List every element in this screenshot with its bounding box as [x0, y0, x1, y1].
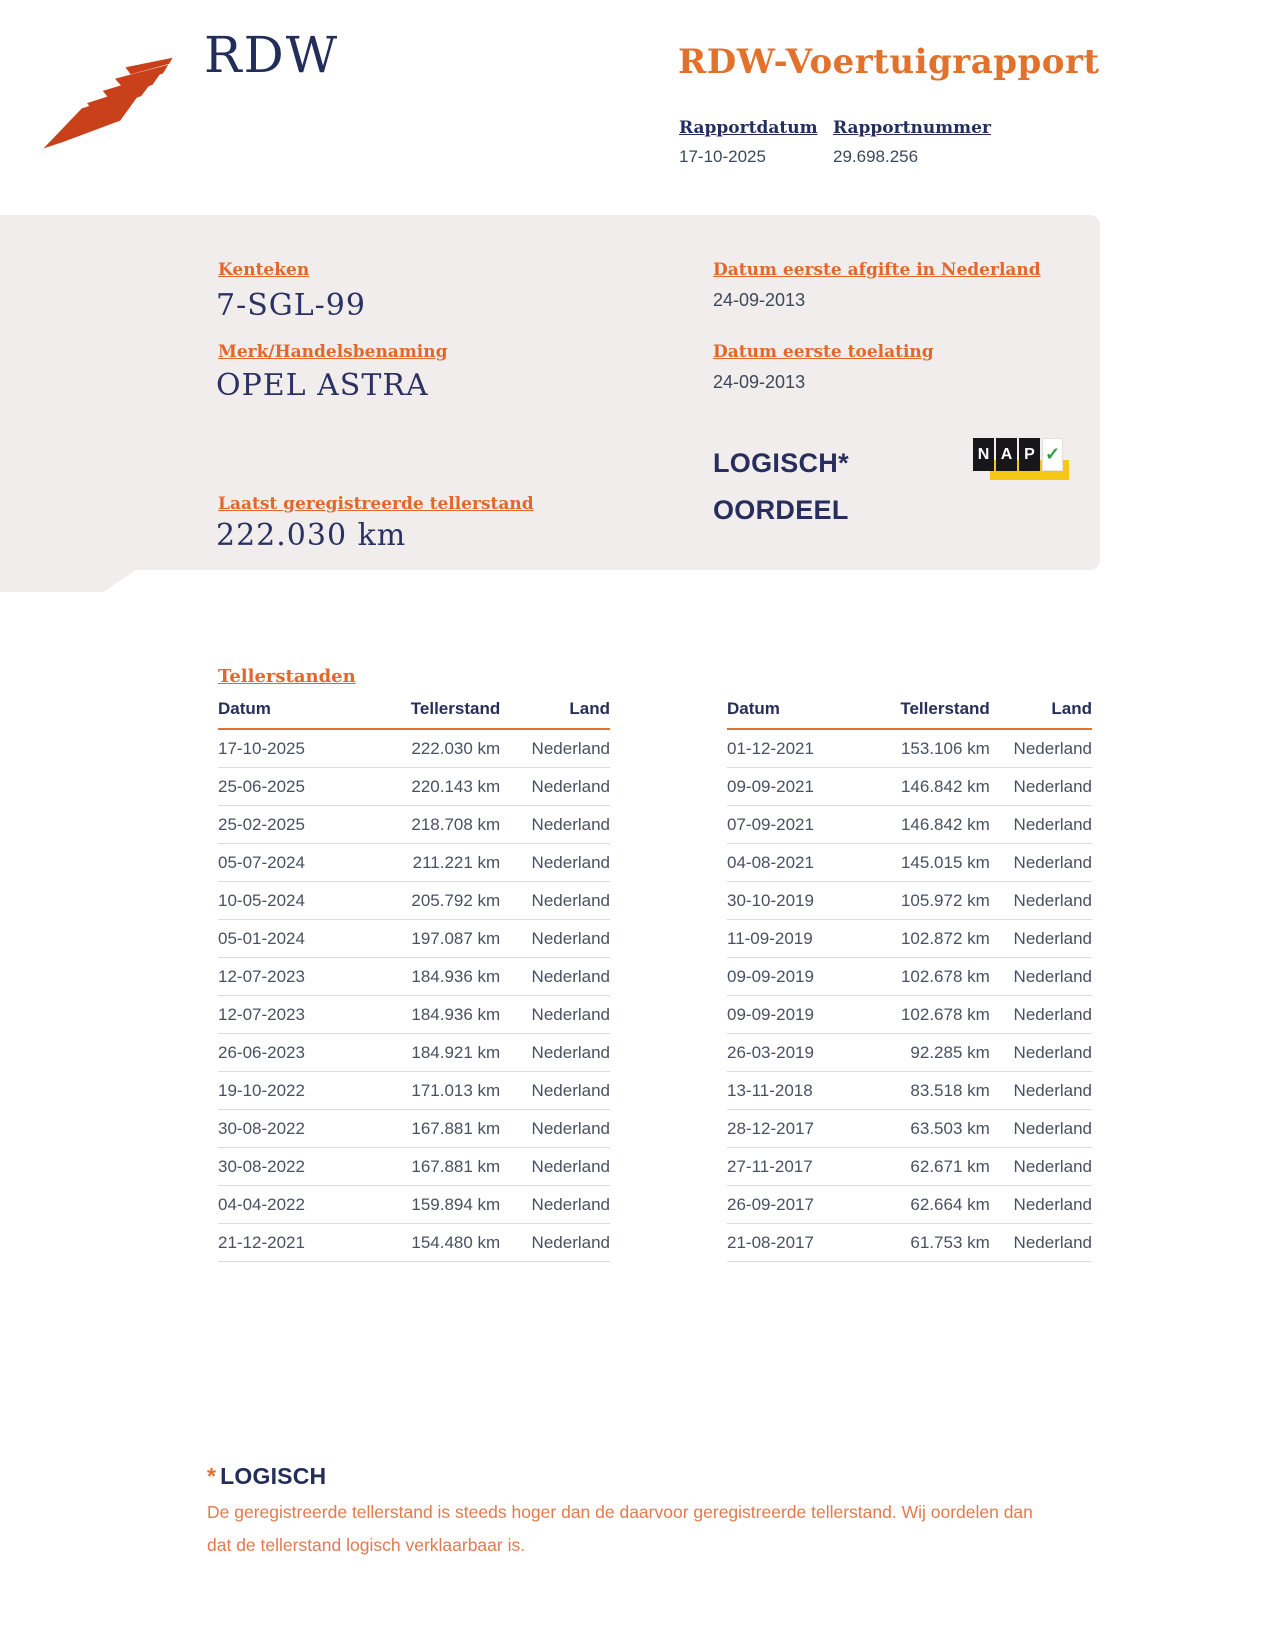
cell-land: Nederland: [500, 996, 610, 1034]
tellerstanden-table-right: [727, 693, 1092, 1262]
table-row: [218, 768, 610, 806]
cell-land: Nederland: [500, 806, 610, 844]
table-row: [727, 1034, 1092, 1072]
cell-tellerstand: 197.087 km: [383, 920, 501, 958]
cell-tellerstand: 62.671 km: [880, 1148, 990, 1186]
col-header-land: Land: [990, 693, 1092, 729]
cell-datum: 19-10-2022: [218, 1072, 383, 1110]
cell-datum: 30-10-2019: [727, 882, 880, 920]
footnote-line1: De geregistreerde tellerstand is steeds hoger dan de daarvoor geregistreerde tellerstand. Wij oordelen dan: [207, 1502, 1033, 1522]
logisch-footnote: [207, 1463, 1147, 1557]
cell-land: Nederland: [500, 1224, 610, 1262]
cell-tellerstand: 146.842 km: [880, 806, 990, 844]
nap-letter-a: A: [996, 438, 1017, 471]
cell-land: Nederland: [500, 920, 610, 958]
cell-land: Nederland: [500, 1034, 610, 1072]
tellerstanden-table-left: [218, 693, 610, 1262]
cell-land: Nederland: [990, 882, 1092, 920]
table-row: [218, 1072, 610, 1110]
nap-logo: [973, 438, 1069, 488]
cell-land: Nederland: [500, 1186, 610, 1224]
tellerstand-label: Laatst geregistreerde tellerstand: [218, 494, 534, 514]
cell-tellerstand: 220.143 km: [383, 768, 501, 806]
report-number-label: Rapportnummer: [833, 118, 991, 138]
nap-tiles: [973, 438, 1063, 471]
table-row: [727, 844, 1092, 882]
cell-tellerstand: 184.936 km: [383, 958, 501, 996]
cell-land: Nederland: [500, 844, 610, 882]
cell-land: Nederland: [500, 729, 610, 768]
cell-datum: 09-09-2019: [727, 958, 880, 996]
report-meta: [679, 118, 991, 167]
cell-datum: 21-12-2021: [218, 1224, 383, 1262]
cell-tellerstand: 159.894 km: [383, 1186, 501, 1224]
merk-label: Merk/Handelsbenaming: [218, 342, 448, 362]
table-row: [727, 1110, 1092, 1148]
table-row: [218, 1034, 610, 1072]
col-header-tellerstand: Tellerstand: [383, 693, 501, 729]
table-row: [218, 1186, 610, 1224]
cell-tellerstand: 218.708 km: [383, 806, 501, 844]
cell-land: Nederland: [990, 1072, 1092, 1110]
toelating-value: 24-09-2013: [713, 372, 806, 392]
cell-land: Nederland: [500, 1072, 610, 1110]
report-date-label: Rapportdatum: [679, 118, 818, 138]
cell-tellerstand: 62.664 km: [880, 1186, 990, 1224]
cell-land: Nederland: [990, 920, 1092, 958]
col-header-datum: Datum: [218, 693, 383, 729]
table-row: [218, 996, 610, 1034]
cell-datum: 05-01-2024: [218, 920, 383, 958]
cell-datum: 13-11-2018: [727, 1072, 880, 1110]
cell-tellerstand: 211.221 km: [383, 844, 501, 882]
cell-datum: 25-02-2025: [218, 806, 383, 844]
footnote-asterisk: *: [207, 1463, 217, 1489]
rdw-logo-icon: [34, 56, 182, 152]
cell-tellerstand: 167.881 km: [383, 1148, 501, 1186]
table-row: [727, 996, 1092, 1034]
cell-tellerstand: 167.881 km: [383, 1110, 501, 1148]
cell-tellerstand: 83.518 km: [880, 1072, 990, 1110]
cell-tellerstand: 154.480 km: [383, 1224, 501, 1262]
cell-land: Nederland: [500, 1110, 610, 1148]
cell-land: Nederland: [990, 1186, 1092, 1224]
cell-datum: 11-09-2019: [727, 920, 880, 958]
cell-tellerstand: 102.678 km: [880, 996, 990, 1034]
col-header-datum: Datum: [727, 693, 880, 729]
table-row: [727, 958, 1092, 996]
summary-panel-tail: [0, 570, 136, 592]
table-row: [727, 806, 1092, 844]
table-row: [727, 729, 1092, 768]
col-header-tellerstand: Tellerstand: [880, 693, 990, 729]
cell-datum: 25-06-2025: [218, 768, 383, 806]
cell-land: Nederland: [990, 1148, 1092, 1186]
table-row: [218, 958, 610, 996]
nap-check-icon: ✓: [1042, 438, 1063, 471]
cell-tellerstand: 146.842 km: [880, 768, 990, 806]
cell-tellerstand: 153.106 km: [880, 729, 990, 768]
table-row: [218, 1110, 610, 1148]
cell-tellerstand: 105.972 km: [880, 882, 990, 920]
kenteken-label: Kenteken: [218, 260, 310, 280]
table-row: [727, 1224, 1092, 1262]
report-date-value: 17-10-2025: [679, 147, 766, 166]
cell-land: Nederland: [990, 1034, 1092, 1072]
cell-land: Nederland: [990, 996, 1092, 1034]
kenteken-value: 7-SGL-99: [216, 288, 366, 323]
cell-land: Nederland: [990, 844, 1092, 882]
toelating-label: Datum eerste toelating: [713, 342, 934, 362]
cell-tellerstand: 102.678 km: [880, 958, 990, 996]
cell-tellerstand: 61.753 km: [880, 1224, 990, 1262]
rdw-logo-text: RDW: [204, 26, 340, 84]
footnote-title: [207, 1463, 1147, 1490]
cell-land: Nederland: [990, 958, 1092, 996]
footnote-line2: dat de tellerstand logisch verklaarbaar is.: [207, 1535, 526, 1555]
merk-value: OPEL ASTRA: [216, 368, 429, 403]
cell-land: Nederland: [500, 1148, 610, 1186]
cell-datum: 17-10-2025: [218, 729, 383, 768]
cell-datum: 26-09-2017: [727, 1186, 880, 1224]
cell-tellerstand: 184.936 km: [383, 996, 501, 1034]
table-row: [218, 806, 610, 844]
cell-datum: 09-09-2021: [727, 768, 880, 806]
cell-datum: 05-07-2024: [218, 844, 383, 882]
table-row: [727, 1072, 1092, 1110]
cell-land: Nederland: [990, 768, 1092, 806]
table-row: [218, 1148, 610, 1186]
cell-datum: 04-04-2022: [218, 1186, 383, 1224]
cell-tellerstand: 205.792 km: [383, 882, 501, 920]
cell-datum: 26-06-2023: [218, 1034, 383, 1072]
cell-tellerstand: 222.030 km: [383, 729, 501, 768]
cell-land: Nederland: [500, 882, 610, 920]
tellerstanden-title: Tellerstanden: [218, 666, 356, 687]
table-row: [218, 844, 610, 882]
report-number-value: 29.698.256: [833, 147, 919, 166]
cell-land: Nederland: [990, 1110, 1092, 1148]
cell-land: Nederland: [500, 768, 610, 806]
cell-land: Nederland: [990, 806, 1092, 844]
cell-land: Nederland: [500, 958, 610, 996]
cell-datum: 04-08-2021: [727, 844, 880, 882]
cell-datum: 12-07-2023: [218, 958, 383, 996]
cell-tellerstand: 184.921 km: [383, 1034, 501, 1072]
cell-tellerstand: 145.015 km: [880, 844, 990, 882]
col-header-land: Land: [500, 693, 610, 729]
afgifte-label: Datum eerste afgifte in Nederland: [713, 260, 1041, 280]
table-row: [218, 882, 610, 920]
cell-datum: 12-07-2023: [218, 996, 383, 1034]
table-row: [727, 1186, 1092, 1224]
cell-land: Nederland: [990, 729, 1092, 768]
cell-datum: 26-03-2019: [727, 1034, 880, 1072]
tellerstanden-section: [218, 666, 1092, 1262]
cell-tellerstand: 102.872 km: [880, 920, 990, 958]
cell-datum: 09-09-2019: [727, 996, 880, 1034]
footnote-title-text: LOGISCH: [220, 1463, 327, 1489]
afgifte-value: 24-09-2013: [713, 290, 806, 310]
page-title: RDW-Voertuigrapport: [678, 42, 1100, 82]
cell-land: Nederland: [990, 1224, 1092, 1262]
cell-tellerstand: 171.013 km: [383, 1072, 501, 1110]
table-row: [218, 920, 610, 958]
cell-datum: 10-05-2024: [218, 882, 383, 920]
table-row: [727, 882, 1092, 920]
table-row: [218, 729, 610, 768]
cell-datum: 30-08-2022: [218, 1110, 383, 1148]
oordeel-line1: LOGISCH*: [713, 448, 849, 478]
table-row: [727, 768, 1092, 806]
cell-datum: 21-08-2017: [727, 1224, 880, 1262]
cell-tellerstand: 63.503 km: [880, 1110, 990, 1148]
cell-tellerstand: 92.285 km: [880, 1034, 990, 1072]
table-row: [727, 1148, 1092, 1186]
cell-datum: 27-11-2017: [727, 1148, 880, 1186]
cell-datum: 28-12-2017: [727, 1110, 880, 1148]
oordeel-verdict: [713, 440, 849, 534]
table-row: [218, 1224, 610, 1262]
table-row: [727, 920, 1092, 958]
cell-datum: 30-08-2022: [218, 1148, 383, 1186]
tellerstand-value: 222.030 km: [216, 518, 407, 553]
nap-letter-n: N: [973, 438, 994, 471]
nap-letter-p: P: [1019, 438, 1040, 471]
cell-datum: 01-12-2021: [727, 729, 880, 768]
cell-datum: 07-09-2021: [727, 806, 880, 844]
oordeel-line2: OORDEEL: [713, 495, 849, 525]
